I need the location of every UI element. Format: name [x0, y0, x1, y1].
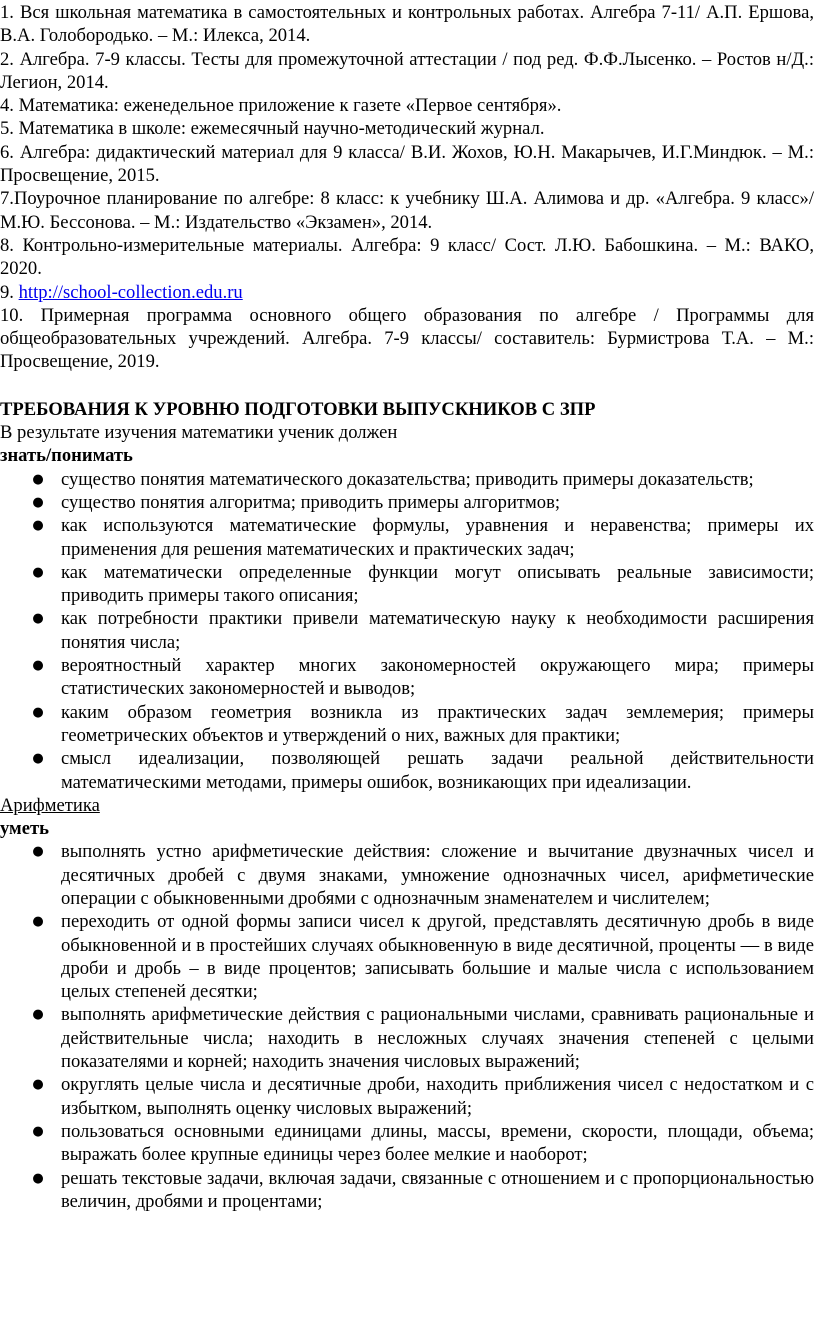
list-item	[0, 747, 814, 794]
reference-item	[0, 304, 814, 374]
reference-text: Вся школьная математика в самостоятельных и контрольных работах. Алгебра 7-11/ А.П. Ершова, В.А. Голобородько. – М.: Илекса, 2014.	[0, 2, 814, 47]
reference-item	[0, 234, 814, 281]
requirements-heading: ТРЕБОВАНИЯ К УРОВНЮ ПОДГОТОВКИ ВЫПУСКНИКОВ С ЗПР	[0, 398, 596, 420]
list-item-text: существо понятия алгоритма; приводить примеры алгоритмов;	[61, 491, 561, 513]
reference-list	[0, 1, 814, 374]
skills-label: уметь	[0, 818, 49, 840]
bullet-icon: ●	[32, 494, 44, 510]
know-list	[0, 468, 814, 794]
reference-item	[0, 1, 814, 48]
reference-text: Поурочное планирование по алгебре: 8 класс: к учебнику Ш.А. Алимова и др. «Алгебра. 9 класс»/ М.Ю. Бессонова. – М.: Издательство «Экзамен», 2014.	[0, 188, 814, 233]
list-item	[0, 840, 814, 910]
school-collection-link[interactable]: http://school-collection.edu.ru	[18, 281, 243, 303]
bullet-icon: ●	[32, 844, 44, 860]
reference-text: Контрольно-измерительные материалы. Алгебра: 9 класс/ Сост. Л.Ю. Бабошкина. – М.: ВАКО, 2020.	[0, 234, 814, 280]
list-item	[0, 1003, 814, 1073]
list-item	[0, 468, 814, 491]
arithmetic-section-title: Арифметика	[0, 794, 100, 816]
list-item	[0, 1120, 814, 1167]
know-understand-label: знать/понимать	[0, 445, 133, 467]
list-item-text: каким образом геометрия возникла из практических задач землемерия; примеры геометрических объектов и утверждений о них, важных для практики;	[61, 701, 814, 746]
reference-item	[0, 281, 814, 304]
list-item-text: существо понятия математического доказательства; приводить примеры доказательств;	[61, 468, 754, 490]
list-item	[0, 607, 814, 654]
bullet-icon: ●	[32, 704, 44, 720]
bullet-icon: ●	[32, 1170, 44, 1186]
reference-number: 4.	[0, 95, 14, 117]
list-item-text: переходить от одной формы записи чисел к другой, представлять десятичную дробь в виде обыкновенной и в простейших случаях обыкновенную в виде десятичной, проценты — в виде дроби и дробь – в виде процентов; записывать большие и малые числа с использованием целых степеней десятки;	[61, 911, 814, 1003]
bullet-icon: ●	[32, 564, 44, 580]
bullet-icon: ●	[32, 471, 44, 487]
reference-text: Алгебра: дидактический материал для 9 класса/ В.И. Жохов, Ю.Н. Макарычев, И.Г.Миндюк. – М.: Просвещение, 2015.	[0, 141, 814, 187]
list-item	[0, 561, 814, 608]
reference-text: Примерная программа основного общего образования по алгебре / Программы для общеобразовательных учреждений. Алгебра. 7-9 классы/ составитель: Бурмистрова Т.А. – М.: Просвещение, 2019.	[0, 304, 814, 373]
list-item-text: пользоваться основными единицами длины, массы, времени, скорости, площади, объема; выражать более крупные единицы через более мелкие и наоборот;	[61, 1120, 814, 1166]
list-item-text: как используются математические формулы, уравнения и неравенства; примеры их применения для решения математических и практических задач;	[61, 515, 814, 560]
list-item	[0, 1073, 814, 1120]
reference-item	[0, 117, 814, 140]
list-item-text: выполнять устно арифметические действия: сложение и вычитание двузначных чисел и десятичных дробей с двумя знаками, умножение однозначных чисел, арифметические операции с обыкновенными дробями с однозначным знаменателем и числителем;	[61, 841, 814, 909]
reference-number: 8.	[0, 234, 14, 256]
bullet-icon: ●	[32, 611, 44, 627]
reference-text: Алгебра. 7-9 классы. Тесты для промежуточной аттестации / под ред. Ф.Ф.Лысенко. – Ростов н/Д.: Легион, 2014.	[0, 48, 814, 93]
list-item	[0, 701, 814, 748]
list-item	[0, 514, 814, 561]
bullet-icon: ●	[32, 1123, 44, 1139]
list-item-text: выполнять арифметические действия с рациональными числами, сравнивать рациональные и действительные числа; находить в несложных случаях значения степеней с целыми показателями и корней; находить значения числовых выражений;	[61, 1004, 814, 1073]
bullet-icon: ●	[32, 914, 44, 930]
list-item-text: решать текстовые задачи, включая задачи, связанные с отношением и с пропорциональностью величин, дробями и процентами;	[61, 1167, 814, 1212]
bullet-icon: ●	[32, 658, 44, 674]
reference-number: 6.	[0, 141, 14, 163]
reference-item	[0, 48, 814, 95]
list-item-text: как потребности практики привели математическую науку к необходимости расширения понятия числа;	[61, 608, 814, 653]
skills-list	[0, 840, 814, 1213]
reference-number: 9.	[0, 281, 14, 303]
list-item-text: вероятностный характер многих закономерностей окружающего мира; примеры статистических закономерностей и выводов;	[61, 655, 814, 700]
list-item-text: как математически определенные функции могут описывать реальные зависимости; приводить примеры такого описания;	[61, 561, 814, 607]
reference-number: 5.	[0, 118, 14, 140]
list-item	[0, 491, 814, 514]
reference-text: Математика: еженедельное приложение к газете «Первое сентября».	[18, 95, 562, 117]
reference-number: 1.	[0, 2, 14, 23]
bullet-icon: ●	[32, 518, 44, 534]
reference-item	[0, 187, 814, 234]
list-item-text: округлять целые числа и десятичные дроби, находить приближения чисел с недостатком и с избытком, выполнять оценку числовых выражений;	[61, 1074, 814, 1119]
reference-item	[0, 141, 814, 188]
document-page	[0, 1, 814, 1213]
bullet-icon: ●	[32, 1007, 44, 1023]
list-item	[0, 1167, 814, 1214]
reference-number: 10.	[0, 304, 24, 326]
section-spacer	[0, 374, 814, 398]
reference-number: 7.	[0, 188, 14, 210]
bullet-icon: ●	[32, 1077, 44, 1093]
requirements-intro: В результате изучения математики ученик должен	[0, 422, 398, 444]
reference-item	[0, 94, 814, 117]
list-item	[0, 910, 814, 1003]
list-item-text: смысл идеализации, позволяющей решать задачи реальной действительности математическими методами, примеры ошибок, возникающих при идеализации.	[61, 748, 814, 793]
list-item	[0, 654, 814, 701]
reference-text: Математика в школе: ежемесячный научно-методический журнал.	[18, 118, 545, 140]
bullet-icon: ●	[32, 751, 44, 767]
reference-number: 2.	[0, 48, 14, 70]
